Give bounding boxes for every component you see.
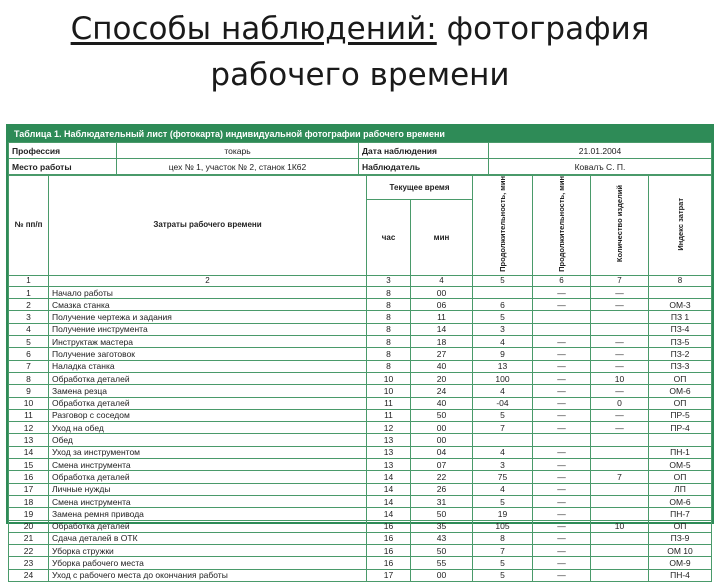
row-duration-2: — xyxy=(533,348,591,360)
row-minutes: 24 xyxy=(411,385,473,397)
table-row xyxy=(9,459,712,471)
table-row xyxy=(9,397,712,409)
row-minutes: 04 xyxy=(411,446,473,458)
row-minutes: 00 xyxy=(411,569,473,581)
row-number: 3 xyxy=(9,311,49,323)
row-duration-2 xyxy=(533,434,591,446)
row-quantity: — xyxy=(591,385,649,397)
row-minutes: 14 xyxy=(411,323,473,335)
row-work: Замена резца xyxy=(49,385,367,397)
row-duration: 75 xyxy=(473,471,533,483)
row-number: 10 xyxy=(9,397,49,409)
row-number: 16 xyxy=(9,471,49,483)
row-duration-2: — xyxy=(533,459,591,471)
col-number-4: 4 xyxy=(411,275,473,286)
row-index: ПЗ-5 xyxy=(649,336,712,348)
row-work: Уход за инструментом xyxy=(49,446,367,458)
row-minutes: 00 xyxy=(411,434,473,446)
row-hours: 17 xyxy=(367,569,411,581)
row-index xyxy=(649,434,712,446)
row-quantity xyxy=(591,446,649,458)
row-duration-2: — xyxy=(533,569,591,581)
row-duration-2: — xyxy=(533,483,591,495)
row-duration: 100 xyxy=(473,372,533,384)
row-quantity: — xyxy=(591,348,649,360)
row-quantity: — xyxy=(591,409,649,421)
row-minutes: 40 xyxy=(411,360,473,372)
row-quantity: 7 xyxy=(591,471,649,483)
workplace-value: цех № 1, участок № 2, станок 1К62 xyxy=(117,159,359,175)
row-duration-2: — xyxy=(533,336,591,348)
row-minutes: 40 xyxy=(411,397,473,409)
col-number-5: 5 xyxy=(473,275,533,286)
row-work: Смена инструмента xyxy=(49,459,367,471)
row-hours: 10 xyxy=(367,372,411,384)
row-duration: 5 xyxy=(473,495,533,507)
row-index: ПЗ-9 xyxy=(649,532,712,544)
row-minutes: 00 xyxy=(411,286,473,298)
row-hours: 8 xyxy=(367,348,411,360)
profession-label: Профессия xyxy=(9,143,117,159)
slide-title xyxy=(0,6,720,98)
row-quantity: — xyxy=(591,422,649,434)
col-number-6: 6 xyxy=(533,275,591,286)
header-duration-text: Продолжительность, мин xyxy=(498,176,507,272)
row-work: Уборка стружки xyxy=(49,545,367,557)
row-work: Обработка деталей xyxy=(49,520,367,532)
row-minutes: 20 xyxy=(411,372,473,384)
row-minutes: 50 xyxy=(411,508,473,520)
header-current-time: Текущее время xyxy=(367,176,473,200)
row-duration-2: — xyxy=(533,422,591,434)
row-index: ОМ-3 xyxy=(649,299,712,311)
row-work: Обработка деталей xyxy=(49,372,367,384)
table-row xyxy=(9,336,712,348)
row-index: ПЗ 1 xyxy=(649,311,712,323)
row-number: 21 xyxy=(9,532,49,544)
row-duration-2: — xyxy=(533,471,591,483)
row-quantity: — xyxy=(591,360,649,372)
row-number: 15 xyxy=(9,459,49,471)
row-duration: 5 xyxy=(473,311,533,323)
col-number-1: 1 xyxy=(9,275,49,286)
row-duration-2: — xyxy=(533,545,591,557)
row-hours: 12 xyxy=(367,422,411,434)
table-row xyxy=(9,434,712,446)
row-duration: 4 xyxy=(473,336,533,348)
row-duration-2: — xyxy=(533,299,591,311)
row-index: ОП xyxy=(649,471,712,483)
row-minutes: 00 xyxy=(411,422,473,434)
row-minutes: 18 xyxy=(411,336,473,348)
row-number: 13 xyxy=(9,434,49,446)
row-duration: 5 xyxy=(473,409,533,421)
table-row xyxy=(9,385,712,397)
row-hours: 8 xyxy=(367,323,411,335)
row-number: 1 xyxy=(9,286,49,298)
row-duration-2: — xyxy=(533,372,591,384)
row-quantity xyxy=(591,323,649,335)
row-minutes: 22 xyxy=(411,471,473,483)
row-hours: 14 xyxy=(367,508,411,520)
row-minutes: 07 xyxy=(411,459,473,471)
row-index: ОМ-6 xyxy=(649,495,712,507)
table-row xyxy=(9,311,712,323)
row-hours: 8 xyxy=(367,360,411,372)
row-index: ПН-7 xyxy=(649,508,712,520)
row-index: ОП xyxy=(649,520,712,532)
row-minutes: 43 xyxy=(411,532,473,544)
row-index: ОМ 10 xyxy=(649,545,712,557)
date-label: Дата наблюдения xyxy=(359,143,489,159)
row-duration: 4 xyxy=(473,483,533,495)
row-number: 5 xyxy=(9,336,49,348)
row-number: 6 xyxy=(9,348,49,360)
row-minutes: 11 xyxy=(411,311,473,323)
row-hours: 8 xyxy=(367,311,411,323)
row-number: 20 xyxy=(9,520,49,532)
row-number: 24 xyxy=(9,569,49,581)
row-minutes: 55 xyxy=(411,557,473,569)
row-duration-2: — xyxy=(533,520,591,532)
row-hours: 8 xyxy=(367,299,411,311)
row-quantity xyxy=(591,508,649,520)
row-quantity xyxy=(591,483,649,495)
slide-title-rest: фотография xyxy=(436,11,650,47)
row-duration xyxy=(473,434,533,446)
table-row xyxy=(9,557,712,569)
header-quantity xyxy=(591,176,649,276)
observer-value: Ковалъ С. П. xyxy=(489,159,712,175)
row-duration xyxy=(473,286,533,298)
row-index: ПР-4 xyxy=(649,422,712,434)
row-duration-2: — xyxy=(533,446,591,458)
table-row xyxy=(9,422,712,434)
header-row-1 xyxy=(9,176,712,200)
table-row xyxy=(9,520,712,532)
row-minutes: 26 xyxy=(411,483,473,495)
row-hours: 11 xyxy=(367,397,411,409)
row-number: 19 xyxy=(9,508,49,520)
sheet-caption: Таблица 1. Наблюдательный лист (фотокарта) индивидуальной фотографии рабочего времени xyxy=(8,126,712,142)
row-duration: 9 xyxy=(473,348,533,360)
row-work: Получение инструмента xyxy=(49,323,367,335)
row-hours: 8 xyxy=(367,286,411,298)
row-duration-2: — xyxy=(533,286,591,298)
col-number-3: 3 xyxy=(367,275,411,286)
row-number: 18 xyxy=(9,495,49,507)
row-work: Обработка деталей xyxy=(49,397,367,409)
row-minutes: 50 xyxy=(411,409,473,421)
row-quantity: — xyxy=(591,336,649,348)
row-work: Уборка рабочего места xyxy=(49,557,367,569)
row-index: ПР-5 xyxy=(649,409,712,421)
row-duration: 5 xyxy=(473,557,533,569)
header-quantity-text: Количество изделий xyxy=(615,185,624,263)
row-index: ЛП xyxy=(649,483,712,495)
row-quantity xyxy=(591,434,649,446)
row-duration: 7 xyxy=(473,422,533,434)
row-minutes: 50 xyxy=(411,545,473,557)
observation-sheet xyxy=(6,124,714,581)
row-quantity xyxy=(591,532,649,544)
row-work: Начало работы xyxy=(49,286,367,298)
slide-title-underlined: Способы наблюдений: xyxy=(70,11,437,47)
row-quantity xyxy=(591,495,649,507)
row-hours: 13 xyxy=(367,434,411,446)
row-index: ПЗ-2 xyxy=(649,348,712,360)
row-duration-2 xyxy=(533,323,591,335)
row-index: ПН-4 xyxy=(649,569,712,581)
header-number: № пп/п xyxy=(9,176,49,276)
row-quantity xyxy=(591,569,649,581)
date-value: 21.01.2004 xyxy=(489,143,712,159)
meta-row-workplace xyxy=(9,159,712,175)
sheet-meta-table xyxy=(8,142,712,175)
row-work: Смазка станка xyxy=(49,299,367,311)
table-row xyxy=(9,409,712,421)
row-duration: 5 xyxy=(473,569,533,581)
row-number: 14 xyxy=(9,446,49,458)
row-index: ОП xyxy=(649,397,712,409)
row-duration: 13 xyxy=(473,360,533,372)
row-minutes: 06 xyxy=(411,299,473,311)
table-row xyxy=(9,348,712,360)
header-index xyxy=(649,176,712,276)
row-hours: 16 xyxy=(367,532,411,544)
row-duration: 8 xyxy=(473,532,533,544)
row-duration-2: — xyxy=(533,409,591,421)
row-quantity xyxy=(591,459,649,471)
row-duration: 3 xyxy=(473,459,533,471)
row-work: Замена ремня привода xyxy=(49,508,367,520)
table-row xyxy=(9,471,712,483)
row-duration: 4 xyxy=(473,446,533,458)
header-index-text: Индекс затрат xyxy=(675,197,685,251)
row-work: Личные нужды xyxy=(49,483,367,495)
table-row xyxy=(9,532,712,544)
row-index: ПЗ-3 xyxy=(649,360,712,372)
row-number: 4 xyxy=(9,323,49,335)
row-duration-2: — xyxy=(533,397,591,409)
row-quantity: 10 xyxy=(591,372,649,384)
row-hours: 11 xyxy=(367,409,411,421)
row-hours: 13 xyxy=(367,446,411,458)
col-number-2: 2 xyxy=(49,275,367,286)
row-quantity: — xyxy=(591,286,649,298)
row-hours: 8 xyxy=(367,336,411,348)
table-row xyxy=(9,323,712,335)
row-hours: 14 xyxy=(367,495,411,507)
row-duration: 4 xyxy=(473,385,533,397)
row-number: 9 xyxy=(9,385,49,397)
row-hours: 14 xyxy=(367,471,411,483)
row-minutes: 35 xyxy=(411,520,473,532)
row-duration-2: — xyxy=(533,495,591,507)
row-work: Обед xyxy=(49,434,367,446)
row-work: Получение заготовок xyxy=(49,348,367,360)
row-work: Обработка деталей xyxy=(49,471,367,483)
slide-title-line2: рабочего времени xyxy=(210,57,510,93)
row-duration: 7 xyxy=(473,545,533,557)
table-row xyxy=(9,508,712,520)
time-records-table xyxy=(8,175,712,582)
row-index: ОМ-5 xyxy=(649,459,712,471)
row-number: 8 xyxy=(9,372,49,384)
row-index: ПН-1 xyxy=(649,446,712,458)
row-number: 22 xyxy=(9,545,49,557)
row-work: Наладка станка xyxy=(49,360,367,372)
header-column-numbers xyxy=(9,275,712,286)
row-quantity: — xyxy=(591,299,649,311)
header-duration-2 xyxy=(533,176,591,276)
row-hours: 16 xyxy=(367,520,411,532)
table-row xyxy=(9,446,712,458)
table-row xyxy=(9,286,712,298)
workplace-label: Место работы xyxy=(9,159,117,175)
row-quantity xyxy=(591,557,649,569)
header-minutes: мин xyxy=(411,200,473,276)
row-duration-2: — xyxy=(533,508,591,520)
row-minutes: 31 xyxy=(411,495,473,507)
table-row xyxy=(9,483,712,495)
table-row xyxy=(9,545,712,557)
profession-value: токарь xyxy=(117,143,359,159)
row-quantity xyxy=(591,545,649,557)
row-index: ОМ-6 xyxy=(649,385,712,397)
row-duration-2: — xyxy=(533,557,591,569)
row-index xyxy=(649,286,712,298)
header-hours: час xyxy=(367,200,411,276)
time-records-body xyxy=(9,286,712,581)
row-duration: 3 xyxy=(473,323,533,335)
row-hours: 16 xyxy=(367,545,411,557)
meta-row-profession xyxy=(9,143,712,159)
row-quantity xyxy=(591,311,649,323)
observer-label: Наблюдатель xyxy=(359,159,489,175)
row-hours: 13 xyxy=(367,459,411,471)
row-index: ОП xyxy=(649,372,712,384)
row-duration-2: — xyxy=(533,532,591,544)
row-duration-2: — xyxy=(533,360,591,372)
row-work: Смена инструмента xyxy=(49,495,367,507)
header-duration-2-text: Продолжительность, мин xyxy=(557,176,566,272)
row-duration: -04 xyxy=(473,397,533,409)
row-quantity: 0 xyxy=(591,397,649,409)
row-duration-2: — xyxy=(533,385,591,397)
col-number-7: 7 xyxy=(591,275,649,286)
row-duration: 6 xyxy=(473,299,533,311)
table-row xyxy=(9,360,712,372)
table-row xyxy=(9,299,712,311)
row-number: 23 xyxy=(9,557,49,569)
row-work: Сдача деталей в ОТК xyxy=(49,532,367,544)
row-work: Уход с рабочего места до окончания работы xyxy=(49,569,367,581)
row-number: 12 xyxy=(9,422,49,434)
row-work: Разговор с соседом xyxy=(49,409,367,421)
row-hours: 16 xyxy=(367,557,411,569)
row-work: Инструктаж мастера xyxy=(49,336,367,348)
row-duration: 105 xyxy=(473,520,533,532)
row-duration-2 xyxy=(533,311,591,323)
row-number: 11 xyxy=(9,409,49,421)
table-row xyxy=(9,569,712,581)
row-index: ОМ-9 xyxy=(649,557,712,569)
row-index: ПЗ-4 xyxy=(649,323,712,335)
header-duration xyxy=(473,176,533,276)
table-row xyxy=(9,372,712,384)
row-number: 17 xyxy=(9,483,49,495)
row-work: Уход на обед xyxy=(49,422,367,434)
header-costs: Затраты рабочего времени xyxy=(49,176,367,276)
row-number: 7 xyxy=(9,360,49,372)
row-number: 2 xyxy=(9,299,49,311)
row-work: Получение чертежа и задания xyxy=(49,311,367,323)
row-minutes: 27 xyxy=(411,348,473,360)
row-duration: 19 xyxy=(473,508,533,520)
table-row xyxy=(9,495,712,507)
row-quantity: 10 xyxy=(591,520,649,532)
row-hours: 10 xyxy=(367,385,411,397)
row-hours: 14 xyxy=(367,483,411,495)
col-number-8: 8 xyxy=(649,275,712,286)
